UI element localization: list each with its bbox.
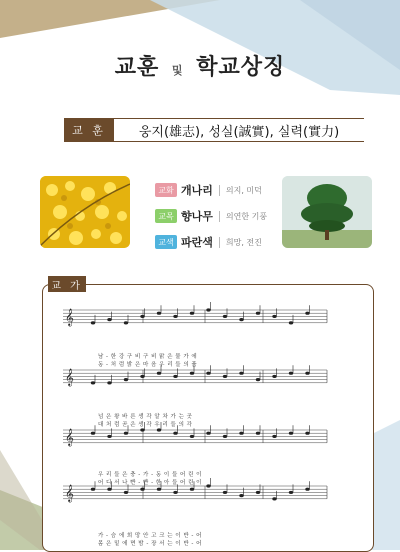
school-song-label: 교 가 bbox=[48, 276, 86, 292]
title-part-a: 교훈 bbox=[114, 55, 160, 80]
symbol-color bbox=[155, 232, 267, 252]
music-note bbox=[107, 318, 111, 321]
divider bbox=[219, 211, 220, 222]
treble-clef-icon: 𝄞 bbox=[65, 308, 74, 326]
music-note bbox=[140, 375, 144, 378]
music-note bbox=[173, 375, 177, 378]
music-note bbox=[305, 432, 309, 435]
forsythia-photo bbox=[40, 176, 130, 248]
music-note bbox=[107, 488, 111, 491]
music-note bbox=[173, 432, 177, 435]
music-staff bbox=[63, 302, 327, 326]
music-note bbox=[173, 315, 177, 318]
motto-label: 교 훈 bbox=[64, 119, 114, 141]
lyric-line: 몸 은 밑 에 면 밤 - 장 서 는 이 반 - 어 bbox=[98, 541, 202, 547]
music-note bbox=[256, 312, 260, 315]
treble-clef-icon: 𝄞 bbox=[65, 368, 74, 386]
music-note bbox=[206, 308, 210, 311]
divider bbox=[219, 185, 220, 196]
lyric-line: 동 - 처 럼 밝 은 마 음 우 리 들 의 품 bbox=[98, 362, 198, 368]
music-note bbox=[124, 378, 128, 381]
music-note bbox=[239, 318, 243, 321]
school-motto-bar bbox=[64, 118, 364, 142]
music-note bbox=[124, 321, 128, 324]
treble-clef-icon: 𝄞 bbox=[65, 484, 74, 502]
music-note bbox=[239, 432, 243, 435]
music-note bbox=[107, 435, 111, 438]
music-note bbox=[91, 321, 95, 324]
music-note bbox=[256, 491, 260, 494]
motto-text: 웅지(雄志), 성실(誠實), 실력(實力) bbox=[138, 124, 340, 140]
music-note bbox=[206, 372, 210, 375]
music-note bbox=[190, 312, 194, 315]
music-note bbox=[190, 488, 194, 491]
symbol-badge: 교색 bbox=[155, 235, 177, 249]
juniper-tree-photo bbox=[282, 176, 372, 248]
school-symbols-list bbox=[155, 180, 267, 258]
music-note bbox=[206, 484, 210, 487]
music-note bbox=[140, 428, 144, 431]
music-note bbox=[289, 321, 293, 324]
music-note bbox=[239, 494, 243, 497]
lyric-line: 우 리 들 은 충 - 가 - 동 이 들 어 린 이 bbox=[98, 472, 202, 478]
music-note bbox=[223, 491, 227, 494]
music-note bbox=[305, 372, 309, 375]
music-note bbox=[157, 312, 161, 315]
music-note bbox=[256, 432, 260, 435]
symbol-name: 향나무 bbox=[181, 210, 213, 223]
treble-clef-icon: 𝄞 bbox=[65, 428, 74, 446]
symbol-tree bbox=[155, 206, 267, 226]
lyric-line: 넘 은 왕 바 른 생 각 알 차 가 는 곳 bbox=[98, 414, 193, 420]
music-note bbox=[289, 372, 293, 375]
music-note bbox=[223, 435, 227, 438]
lyric-line: 어 디 서 나 빤 - 빤 - 한 아 들 어 린 이 bbox=[98, 480, 202, 486]
lyric-line: 남 - 한 강 구 비 구 비 맑 은 물 가 에 bbox=[98, 354, 198, 360]
symbol-badge: 교목 bbox=[155, 209, 177, 223]
music-note bbox=[272, 497, 276, 500]
music-note bbox=[91, 488, 95, 491]
symbol-description: 의지, 미덕 bbox=[225, 185, 262, 195]
title-conjunction: 및 bbox=[171, 64, 184, 77]
music-note bbox=[91, 381, 95, 384]
music-note bbox=[272, 375, 276, 378]
music-note bbox=[289, 491, 293, 494]
music-note bbox=[124, 491, 128, 494]
music-note bbox=[190, 372, 194, 375]
music-note bbox=[107, 381, 111, 384]
symbol-description: 의연한 기풍 bbox=[225, 211, 268, 221]
music-note bbox=[239, 372, 243, 375]
music-note bbox=[272, 435, 276, 438]
music-note bbox=[157, 428, 161, 431]
music-note bbox=[124, 432, 128, 435]
music-note bbox=[140, 315, 144, 318]
symbol-name: 파란색 bbox=[181, 236, 213, 249]
music-note bbox=[223, 315, 227, 318]
music-staff bbox=[63, 365, 327, 386]
music-note bbox=[305, 488, 309, 491]
music-note bbox=[272, 315, 276, 318]
symbol-description: 희망, 전진 bbox=[225, 237, 262, 247]
page-title bbox=[0, 50, 400, 81]
lyric-line: 가 - 슴 에 희 망 안 고 크 는 이 반 - 어 bbox=[98, 533, 202, 539]
title-part-b: 학교상징 bbox=[196, 55, 286, 80]
music-note bbox=[157, 372, 161, 375]
lyric-line: 대 처 럼 곧 은 생 각 우 리 들 의 각 bbox=[98, 422, 193, 428]
music-note bbox=[256, 378, 260, 381]
symbol-flower bbox=[155, 180, 267, 200]
music-note bbox=[289, 432, 293, 435]
music-note bbox=[91, 432, 95, 435]
music-note bbox=[206, 432, 210, 435]
music-note bbox=[157, 488, 161, 491]
music-note bbox=[173, 491, 177, 494]
symbol-badge: 교화 bbox=[155, 183, 177, 197]
music-note bbox=[140, 488, 144, 491]
music-note bbox=[223, 375, 227, 378]
music-note bbox=[190, 435, 194, 438]
symbol-name: 개나리 bbox=[181, 184, 213, 197]
divider bbox=[219, 237, 220, 248]
music-note bbox=[305, 312, 309, 315]
